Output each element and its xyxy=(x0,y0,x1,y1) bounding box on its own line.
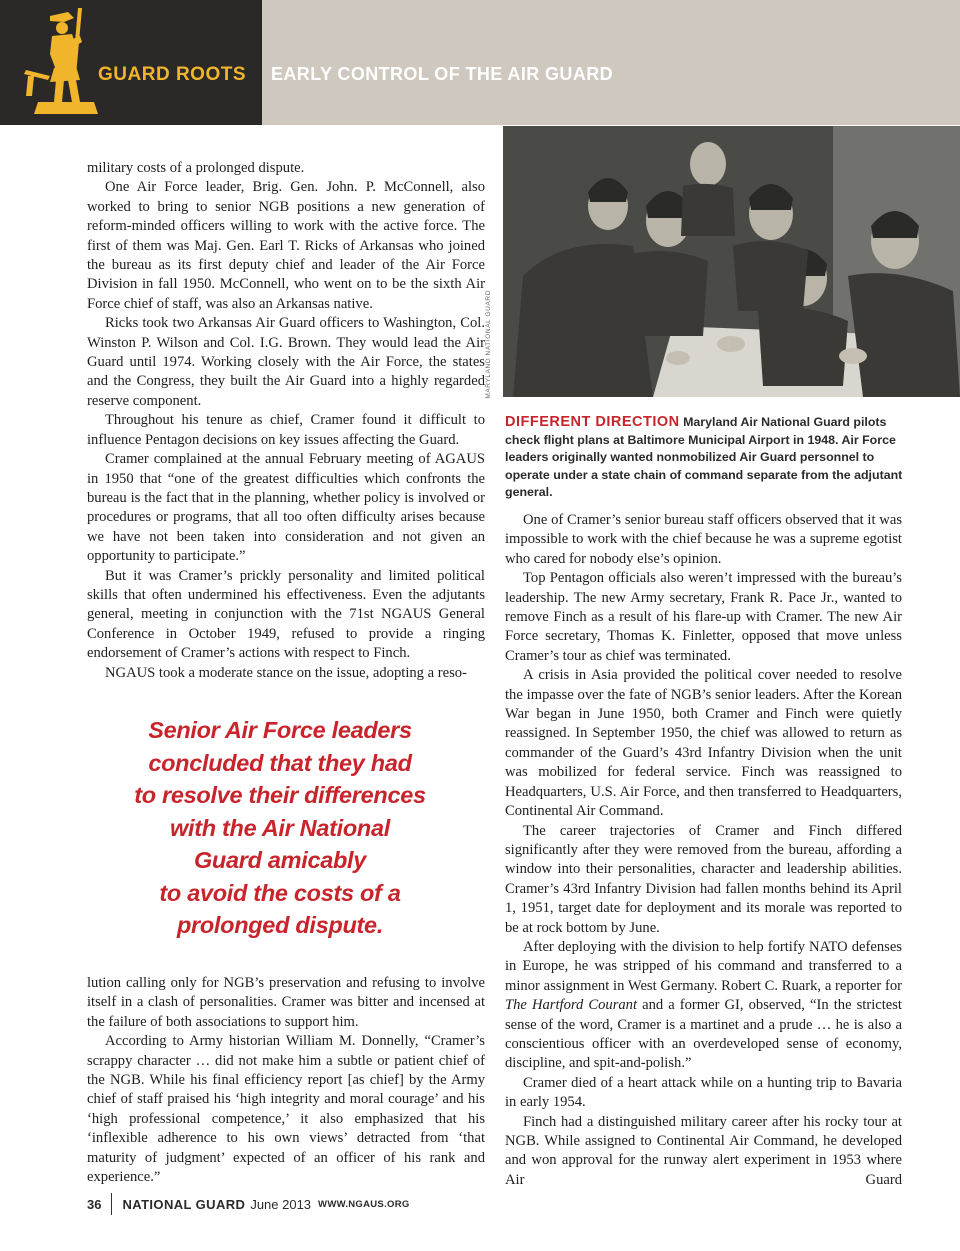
paragraph: Cramer complained at the annual February meeting of AGAUS in 1950 that “one of the greatest difficulties which confronts the bureau is the fact that in the planning, whether policy is involved or procedures or programs, that all too often difficulty arises because we have not been taken into consideration and not given an opportunity to participate.” xyxy=(87,451,485,565)
photo-illustration xyxy=(503,126,960,397)
pilots-photo xyxy=(503,126,960,397)
paragraph: One Air Force leader, Brig. Gen. John. P. McConnell, also worked to bring to senior NGB positions a new generation of reform-minded officers willing to work with the active force. The first of them was Maj. Gen. Earl T. Ricks of Arkansas who joined the bureau as its first deputy chief and leader of the Air Force Division in fall 1950. McConnell, who went on to be the sixth Air Force chief of staff, was also an Arkansas native. xyxy=(87,179,485,312)
paragraph: But it was Cramer’s prickly personality and limited political skills that often undermined his effectiveness. Even the adjutants general, meeting in conjunction with the 71st NGAUS General Conference in October 1949, refused to provide a ringing endorsement of Cramer’s actions with respect to Finch. xyxy=(87,567,485,662)
publication-name: The Hartford Courant xyxy=(505,997,638,1014)
magazine-name: NATIONAL GUARD xyxy=(122,1196,246,1212)
paragraph: Top Pentagon officials also weren’t impressed with the bureau’s leadership. The new Army secretary, Frank R. Pace Jr., wanted to remove Finch as a result of his flare-up with Cramer. The new Air Force secretary, Thomas K. Finletter, opposed that move unless Cramer’s tour as chief was terminated. xyxy=(505,570,902,664)
pull-quote-line: concluded that they had xyxy=(148,749,412,776)
paragraph: NGAUS took a moderate stance on the issue, adopting a reso- xyxy=(105,664,467,681)
paragraph: military costs of a prolonged dispute. xyxy=(87,160,305,176)
footer-divider xyxy=(111,1193,112,1215)
pull-quote-line: to resolve their differences xyxy=(134,782,426,808)
issue-date: June 2013 xyxy=(250,1196,312,1212)
pull-quote-line: to avoid the costs of a xyxy=(159,879,401,906)
left-column-top xyxy=(87,159,485,683)
paragraph-text: After deploying with the division to help fortify NATO defenses in Europe, he was stripped of his command and transferred to a minor assignment in West Germany. Robert C. Ruark, a reporter for xyxy=(505,938,902,994)
section-name: GUARD ROOTS xyxy=(98,64,246,85)
paragraph: One of Cramer’s senior bureau staff officers observed that it was impossible to work with the chief because he was a supreme egotist who cared for nobody else’s opinion. xyxy=(505,512,902,567)
left-column-bottom xyxy=(87,974,485,1187)
paragraph: Cramer died of a heart attack while on a hunting trip to Bavaria in early 1954. xyxy=(505,1074,902,1111)
pull-quote-line: Guard amicably xyxy=(193,847,367,873)
pull-quote-line: prolonged dispute. xyxy=(176,912,384,938)
photo-caption xyxy=(505,414,905,502)
paragraph: lution calling only for NGB’s preservation and refusing to involve itself in a clash of personalities. Cramer was bitter and incensed at the failure of both associations to support him. xyxy=(87,975,485,1030)
minuteman-icon xyxy=(20,6,110,118)
photo-credit: MARYLAND NATIONAL GUARD xyxy=(485,290,492,399)
paragraph: Throughout his tenure as chief, Cramer found it difficult to influence Pentagon decisions on key issues affecting the Guard. xyxy=(87,412,485,448)
paragraph: Finch had a distinguished military career after his rocky tour at NGB. While assigned to Continental Air Command, he developed and won approval for the runway alert experiment in 1953 where Air Guard xyxy=(505,1113,902,1188)
header-section-block xyxy=(0,0,262,125)
caption-headline: DIFFERENT DIRECTION xyxy=(505,414,680,430)
paragraph-text: and a former GI, observed, “In the strictest sense of the word, Cramer is a martinet and a prude … he is also a conscientious officer with an overdeveloped sense of economy, discipline, and spit-and-polish.” xyxy=(505,997,902,1072)
pull-quote-line: with the Air National xyxy=(169,814,390,841)
paragraph: Ricks took two Arkansas Air Guard officers to Washington, Col. Winston P. Wilson and Col. I.G. Brown. They would lead the Air Guard until 1974. Working closely with the Air Force, the states and the Congress, they built the Air Guard into a highly regarded reserve component. xyxy=(87,315,485,409)
paragraph: The career trajectories of Cramer and Finch differed significantly after they were removed from the bureau, affording a window into their personalities, character and leadership abilities. Cramer’s 43rd Infantry Division had fallen months behind its April 1, 1951, target date for deployment and its morale was reported to be at rock bottom by June. xyxy=(505,822,902,936)
website-link[interactable]: WWW.NGAUS.ORG xyxy=(318,1198,410,1210)
right-column xyxy=(505,511,902,1190)
page-number: 36 xyxy=(87,1196,102,1212)
paragraph: A crisis in Asia provided the political cover needed to resolve the impasse over the fate of NGB’s senior leaders. After the Korean War began in June 1950, both Cramer and Finch were quietly reassigned. In September 1950, the chief was allowed to return as commander of the Guard’s 43rd Infantry Division when the unit was mobilized for federal service. Finch was reassigned to Headquarters, U.S. Air Force, and then transferred to Headquarters, Continental Air Command. xyxy=(505,667,902,820)
caption-text: Maryland Air National Guard pilots check flight plans at Baltimore Municipal Airport in 1948. Air Force leaders originally wanted nonmobilized Air Guard personnel to operate under a state chain of command separate from the adjutant general. xyxy=(505,415,903,499)
pull-quote-line: Senior Air Force leaders xyxy=(148,717,412,743)
section-title: EARLY CONTROL OF THE AIR GUARD xyxy=(271,64,614,84)
page-header xyxy=(0,0,960,125)
paragraph xyxy=(505,938,902,1074)
pull-quote xyxy=(95,714,465,942)
paragraph: According to Army historian William M. Donnelly, “Cramer’s scrappy character … did not make him a subtle or patient chief of the NGB. While his final efficiency report [as chief] by the Army chief of staff praised his ‘high integrity and moral courage’ and his ‘high professional competence,’ it also emphasized that his ‘inflexible adherence to his own views’ detracted from ‘that maturity of judgment’ expected of an officer of his rank and experience.” xyxy=(87,1033,485,1186)
page-footer xyxy=(87,1192,410,1216)
